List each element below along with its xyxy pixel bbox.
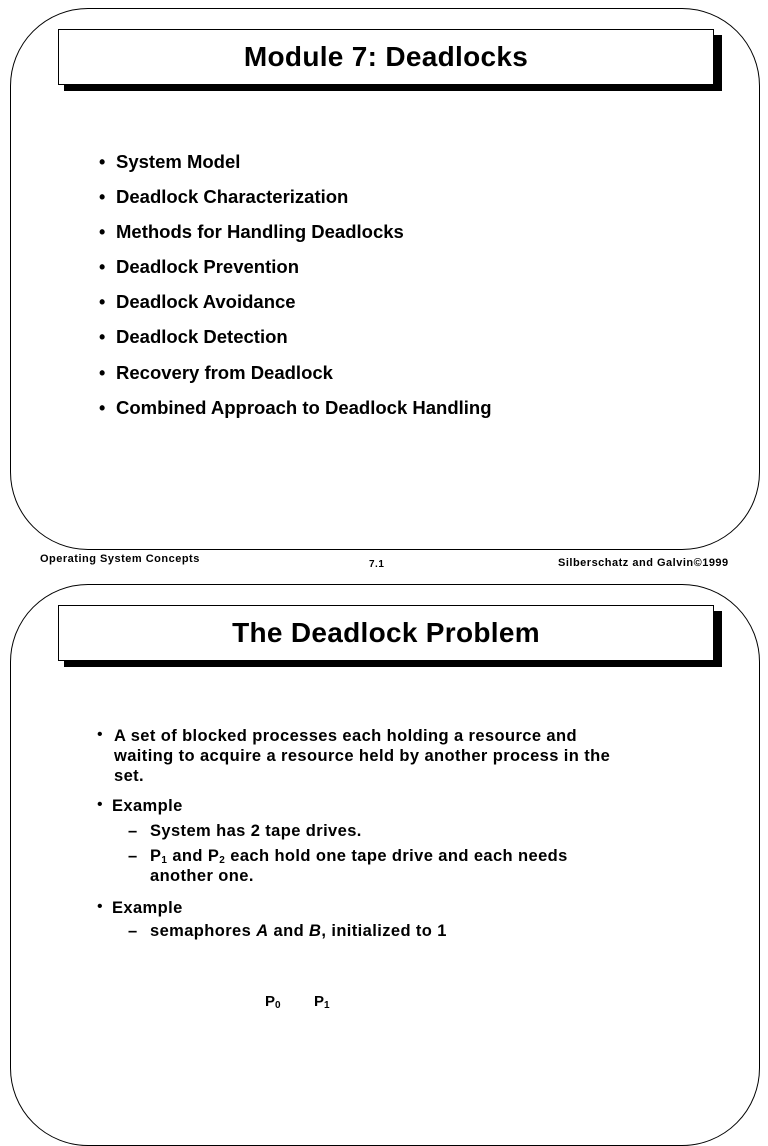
- list-item: [99, 361, 492, 396]
- process-label-p0: $P_0$: [265, 993, 281, 1011]
- bullet-icon: •: [97, 726, 103, 743]
- topic-list: [99, 150, 492, 431]
- slide-title: Module 7: Deadlocks: [58, 29, 714, 85]
- footer-course: Operating System Concepts: [40, 553, 200, 565]
- example-label: Example: [112, 797, 183, 815]
- sub-point: another one.: [150, 867, 254, 885]
- topic-label: Deadlock Detection: [116, 326, 288, 348]
- topic-label: Deadlock Characterization: [116, 186, 349, 208]
- point-line: waiting to acquire a resource held by another process in the: [114, 747, 611, 765]
- bullet-icon: •: [97, 898, 103, 915]
- list-item: [99, 150, 492, 185]
- slide-1: [10, 8, 760, 550]
- bullet-icon: •: [99, 362, 106, 383]
- list-item: [99, 396, 492, 431]
- footer-page-number: 7.1: [369, 559, 385, 570]
- list-item: [99, 220, 492, 255]
- slide-2: [10, 584, 760, 1146]
- bullet-icon: •: [99, 292, 106, 313]
- footer-copyright: Silberschatz and Galvin©1999: [558, 557, 729, 569]
- bullet-icon: •: [99, 152, 106, 172]
- sub-point: semaphores A and B, initialized to 1: [150, 922, 447, 940]
- bullet-icon: •: [99, 187, 106, 208]
- topic-label: Deadlock Prevention: [116, 256, 300, 278]
- sub-point: System has 2 tape drives.: [150, 822, 362, 840]
- process-label-p1: $P_1$: [314, 993, 330, 1011]
- topic-label: Deadlock Avoidance: [116, 291, 296, 313]
- bullet-icon: •: [99, 222, 106, 243]
- slide-title: The Deadlock Problem: [58, 605, 714, 661]
- dash-icon: –: [128, 922, 138, 940]
- point-line: A set of blocked processes each holding a resource and: [114, 727, 577, 745]
- list-item: [99, 290, 492, 325]
- list-item: [99, 325, 492, 360]
- point-line: set.: [114, 767, 145, 785]
- list-item: [99, 185, 492, 220]
- bullet-icon: •: [99, 397, 106, 418]
- topic-label: Methods for Handling Deadlocks: [116, 221, 404, 243]
- bullet-icon: •: [99, 327, 106, 348]
- bullet-icon: •: [99, 257, 106, 278]
- example-label: Example: [112, 899, 183, 917]
- bullet-icon: •: [97, 796, 103, 813]
- dash-icon: –: [128, 847, 138, 865]
- topic-label: System Model: [116, 151, 241, 172]
- topic-label: Recovery from Deadlock: [116, 361, 333, 383]
- sub-point: $P_1$ and $P_2$ each hold one tape drive and each needs: [150, 847, 568, 866]
- list-item: [99, 255, 492, 290]
- topic-label: Combined Approach to Deadlock Handling: [116, 396, 492, 418]
- dash-icon: –: [128, 822, 138, 840]
